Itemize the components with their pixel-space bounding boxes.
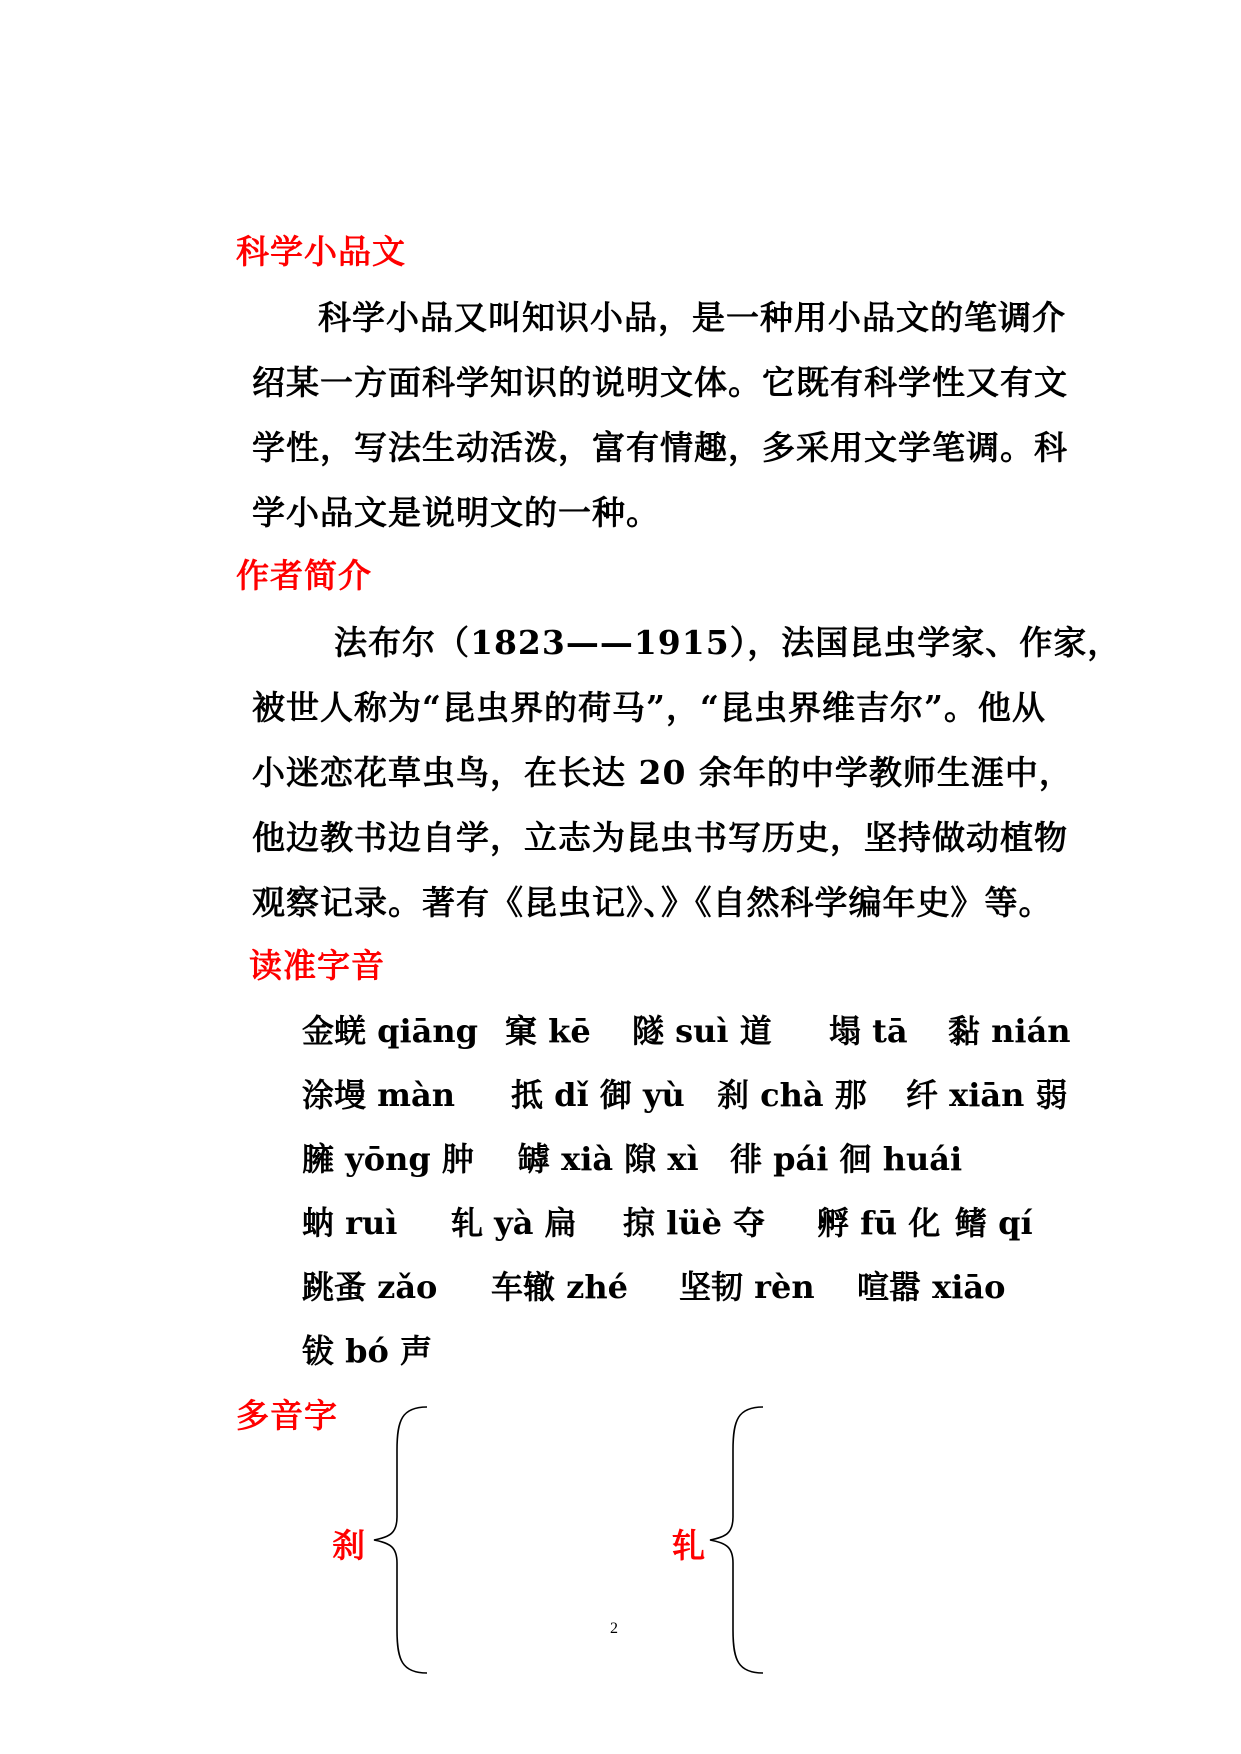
vocab-item: 钹 bó 声 — [302, 1332, 433, 1370]
vocab-item: 塌 tā — [829, 1012, 908, 1050]
vocab-item: 抵 dǐ 御 yù — [511, 1076, 685, 1114]
page-number: 2 — [610, 1620, 618, 1637]
paragraph-line: 法布尔（1823——1915），法国昆虫学家、作家， — [334, 623, 1122, 662]
section-heading-polyphonic: 多音字 — [236, 1396, 338, 1435]
paragraph-line: 学性，写法生动活泼，富有情趣，多采用文学笔调。科 — [252, 428, 1068, 467]
vocab-item: 鳍 qí — [955, 1204, 1033, 1242]
paragraph-line: 观察记录。著有《昆虫记》、》《自然科学编年史》等。 — [252, 883, 1053, 922]
vocab-item: 黏 nián — [948, 1012, 1071, 1050]
vocab-item: 跳蚤 zǎo — [302, 1268, 438, 1306]
vocab-item: 罅 xià 隙 xì — [518, 1140, 699, 1178]
vocab-item: 喧嚣 xiāo — [857, 1268, 1006, 1306]
vocab-item: 纤 xiān 弱 — [906, 1076, 1068, 1114]
paragraph-line: 科学小品又叫知识小品，是一种用小品文的笔调介 — [318, 298, 1066, 337]
section-heading-science-essay: 科学小品文 — [236, 232, 406, 271]
vocab-item: 孵 fū 化 — [817, 1204, 941, 1242]
section-heading-pronunciation: 读准字音 — [249, 946, 385, 985]
paragraph-line: 绍某一方面科学知识的说明文体。它既有科学性又有文 — [252, 363, 1068, 402]
vocab-item: 掠 lüè 夺 — [623, 1204, 766, 1242]
vocab-item: 隧 suì 道 — [632, 1012, 772, 1050]
vocab-item: 坚韧 rèn — [679, 1268, 815, 1306]
polyphonic-char: 刹 — [332, 1526, 365, 1565]
vocab-item: 徘 pái 徊 huái — [730, 1140, 963, 1178]
vocab-item: 金蜣 qiāng — [302, 1012, 479, 1050]
section-heading-author: 作者简介 — [236, 556, 372, 595]
polyphonic-char: 轧 — [672, 1526, 705, 1565]
vocab-item: 涂墁 màn — [302, 1076, 456, 1114]
vocab-item: 窠 kē — [505, 1012, 591, 1050]
vocab-item: 蚋 ruì — [302, 1204, 398, 1242]
vocab-item: 臃 yōng 肿 — [302, 1140, 474, 1178]
paragraph-line: 被世人称为“昆虫界的荷马”，“昆虫界维吉尔”。他从 — [252, 688, 1046, 727]
vocab-item: 车辙 zhé — [491, 1268, 628, 1306]
vocab-item: 刹 chà 那 — [717, 1076, 867, 1114]
paragraph-line: 学小品文是说明文的一种。 — [252, 493, 660, 532]
paragraph-line: 小迷恋花草虫鸟，在长达 20 余年的中学教师生涯中， — [252, 753, 1073, 792]
left-brace-2 — [708, 1405, 768, 1675]
vocab-item: 轧 yà 扁 — [451, 1204, 577, 1242]
left-brace-1 — [372, 1405, 432, 1675]
paragraph-line: 他边教书边自学，立志为昆虫书写历史，坚持做动植物 — [252, 818, 1068, 857]
